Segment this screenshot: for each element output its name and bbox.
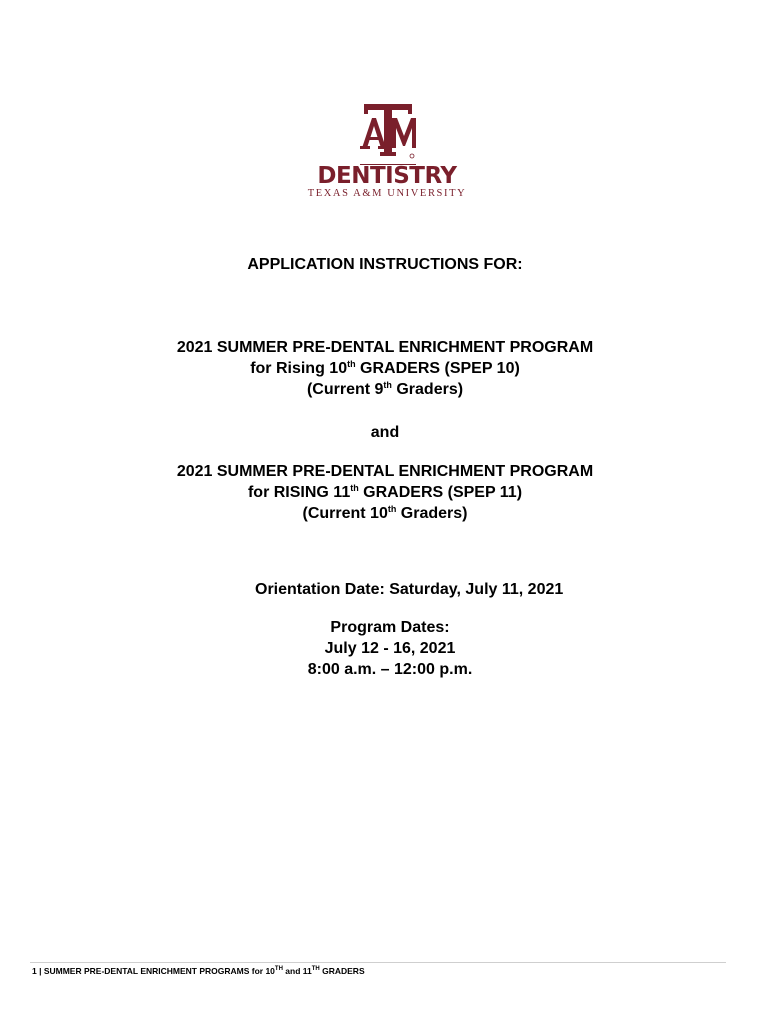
logo-university-text: TEXAS A&M UNIVERSITY [307, 188, 467, 199]
program-dates-time: 8:00 a.m. – 12:00 p.m. [307, 661, 473, 678]
footer-divider [30, 962, 726, 963]
program-title: 2021 SUMMER PRE-DENTAL ENRICHMENT PROGRAM [176, 463, 594, 480]
logo-dentistry-text: DENTISTRY [317, 163, 457, 189]
and-separator: and [370, 424, 400, 441]
program-dates [260, 617, 520, 680]
orientation-date: Orientation Date: Saturday, July 11, 2021 [255, 581, 564, 598]
tamu-dentistry-logo [292, 104, 482, 200]
page-footer: 1 | SUMMER PRE-DENTAL ENRICHMENT PROGRAMS for 10TH and 11TH GRADERS [32, 966, 365, 976]
page-title: APPLICATION INSTRUCTIONS FOR: [247, 256, 523, 273]
program-dates-label: Program Dates: [330, 619, 450, 636]
program-spep10 [0, 337, 770, 400]
atm-logo-mark [360, 104, 416, 160]
program-grade-line: for RISING 11th GRADERS (SPEP 11) [247, 483, 523, 501]
program-current-grade-line: (Current 10th Graders) [302, 504, 468, 522]
program-spep11 [0, 461, 770, 524]
program-title: 2021 SUMMER PRE-DENTAL ENRICHMENT PROGRAM [176, 339, 594, 356]
program-dates-range: July 12 - 16, 2021 [324, 640, 456, 657]
program-grade-line: for Rising 10th GRADERS (SPEP 10) [250, 359, 520, 377]
program-current-grade-line: (Current 9th Graders) [306, 380, 464, 398]
